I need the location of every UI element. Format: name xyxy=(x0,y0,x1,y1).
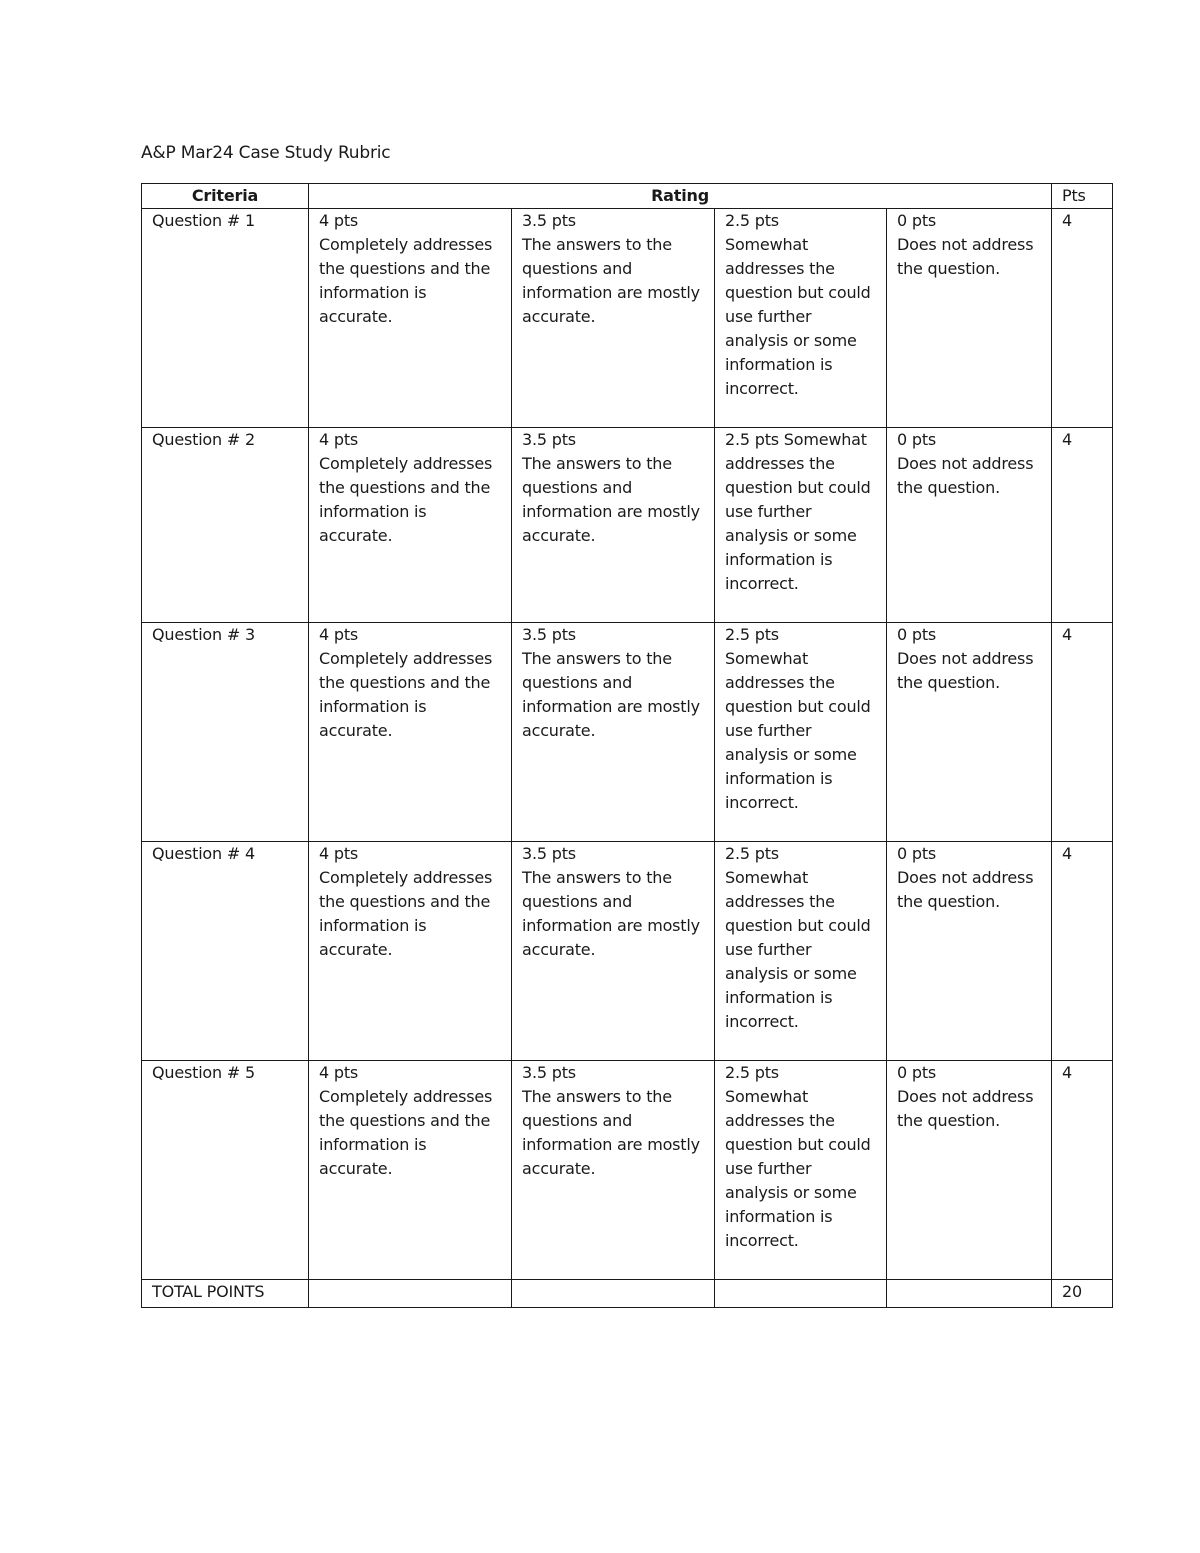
rating-pts: 0 pts xyxy=(897,430,937,449)
empty-cell xyxy=(715,1280,887,1308)
rating-cell xyxy=(512,842,715,1061)
rating-cell xyxy=(309,842,512,1061)
total-label: TOTAL POINTS xyxy=(142,1280,309,1308)
rating-desc: The answers to the questions and information are mostly accurate. xyxy=(522,1087,700,1178)
rating-desc: Does not address the question. xyxy=(897,868,1034,911)
document-title: A&P Mar24 Case Study Rubric xyxy=(141,143,391,163)
rating-pts: 3.5 pts xyxy=(522,430,576,449)
rating-pts: 2.5 pts xyxy=(725,211,779,230)
rating-pts: 4 pts xyxy=(319,211,359,230)
rating-desc: Completely addresses the questions and the information is accurate. xyxy=(319,1087,493,1178)
empty-cell xyxy=(887,1280,1052,1308)
empty-cell xyxy=(309,1280,512,1308)
rating-cell xyxy=(887,428,1052,623)
empty-cell xyxy=(512,1280,715,1308)
total-points: 20 xyxy=(1052,1280,1113,1308)
rating-cell xyxy=(512,1061,715,1280)
rating-pts: 0 pts xyxy=(897,844,937,863)
rating-desc: Somewhat addresses the question but could use further analysis or some information is incorrect. xyxy=(725,649,871,812)
points-cell: 4 xyxy=(1052,842,1113,1061)
rating-cell xyxy=(715,842,887,1061)
rating-cell xyxy=(309,1061,512,1280)
total-row xyxy=(142,1280,1113,1308)
pts-header: Pts xyxy=(1052,184,1113,209)
rating-desc: Completely addresses the questions and the information is accurate. xyxy=(319,454,493,545)
points-cell: 4 xyxy=(1052,623,1113,842)
rating-desc: Completely addresses the questions and the information is accurate. xyxy=(319,649,493,740)
rating-pts: 2.5 pts xyxy=(725,625,779,644)
points-cell: 4 xyxy=(1052,428,1113,623)
rating-desc: The answers to the questions and information are mostly accurate. xyxy=(522,868,700,959)
rating-pts: 4 pts xyxy=(319,625,359,644)
criteria-header: Criteria xyxy=(142,184,309,209)
rating-cell xyxy=(715,428,887,623)
header-row xyxy=(142,184,1113,209)
rating-pts: 2.5 pts xyxy=(725,844,779,863)
rating-cell xyxy=(715,1061,887,1280)
rating-pts: 4 pts xyxy=(319,844,359,863)
rating-desc: Completely addresses the questions and the information is accurate. xyxy=(319,235,493,326)
criteria-cell: Question # 1 xyxy=(142,209,309,428)
rating-pts: 3.5 pts xyxy=(522,625,576,644)
rating-cell xyxy=(309,623,512,842)
rating-desc: The answers to the questions and information are mostly accurate. xyxy=(522,649,700,740)
rating-desc: Does not address the question. xyxy=(897,454,1034,497)
rating-pts: 0 pts xyxy=(897,211,937,230)
rating-cell xyxy=(512,623,715,842)
table-row xyxy=(142,209,1113,428)
criteria-cell: Question # 4 xyxy=(142,842,309,1061)
table-row xyxy=(142,623,1113,842)
rating-cell xyxy=(512,428,715,623)
criteria-cell: Question # 3 xyxy=(142,623,309,842)
criteria-cell: Question # 2 xyxy=(142,428,309,623)
rating-cell xyxy=(309,209,512,428)
rubric-table xyxy=(141,183,1113,1308)
rating-desc: The answers to the questions and information are mostly accurate. xyxy=(522,235,700,326)
rating-cell xyxy=(715,209,887,428)
rating-cell xyxy=(309,428,512,623)
table-row xyxy=(142,842,1113,1061)
rating-header: Rating xyxy=(309,184,1052,209)
rating-cell xyxy=(887,623,1052,842)
table-row xyxy=(142,428,1113,623)
rating-desc: Does not address the question. xyxy=(897,1087,1034,1130)
rating-cell xyxy=(512,209,715,428)
rating-pts: 3.5 pts xyxy=(522,1063,576,1082)
rating-pts: 3.5 pts xyxy=(522,844,576,863)
rating-cell xyxy=(887,842,1052,1061)
rating-cell xyxy=(887,209,1052,428)
rating-pts: 3.5 pts xyxy=(522,211,576,230)
rating-pts: 4 pts xyxy=(319,1063,359,1082)
table-row xyxy=(142,1061,1113,1280)
rating-desc: Does not address the question. xyxy=(897,649,1034,692)
criteria-cell: Question # 5 xyxy=(142,1061,309,1280)
points-cell: 4 xyxy=(1052,209,1113,428)
rating-desc: Somewhat addresses the question but could use further analysis or some information is incorrect. xyxy=(725,868,871,1031)
rating-desc: Does not address the question. xyxy=(897,235,1034,278)
rating-desc: The answers to the questions and information are mostly accurate. xyxy=(522,454,700,545)
rating-desc: Somewhat addresses the question but could use further analysis or some information is incorrect. xyxy=(725,235,871,398)
rating-cell xyxy=(887,1061,1052,1280)
points-cell: 4 xyxy=(1052,1061,1113,1280)
rating-pts: 2.5 pts Somewhat addresses the question but could use further analysis or some information is incorrect. xyxy=(725,430,871,593)
rating-pts: 0 pts xyxy=(897,1063,937,1082)
rating-pts: 0 pts xyxy=(897,625,937,644)
rating-pts: 2.5 pts xyxy=(725,1063,779,1082)
rating-pts: 4 pts xyxy=(319,430,359,449)
rating-cell xyxy=(715,623,887,842)
rating-desc: Completely addresses the questions and the information is accurate. xyxy=(319,868,493,959)
rating-desc: Somewhat addresses the question but could use further analysis or some information is incorrect. xyxy=(725,1087,871,1250)
